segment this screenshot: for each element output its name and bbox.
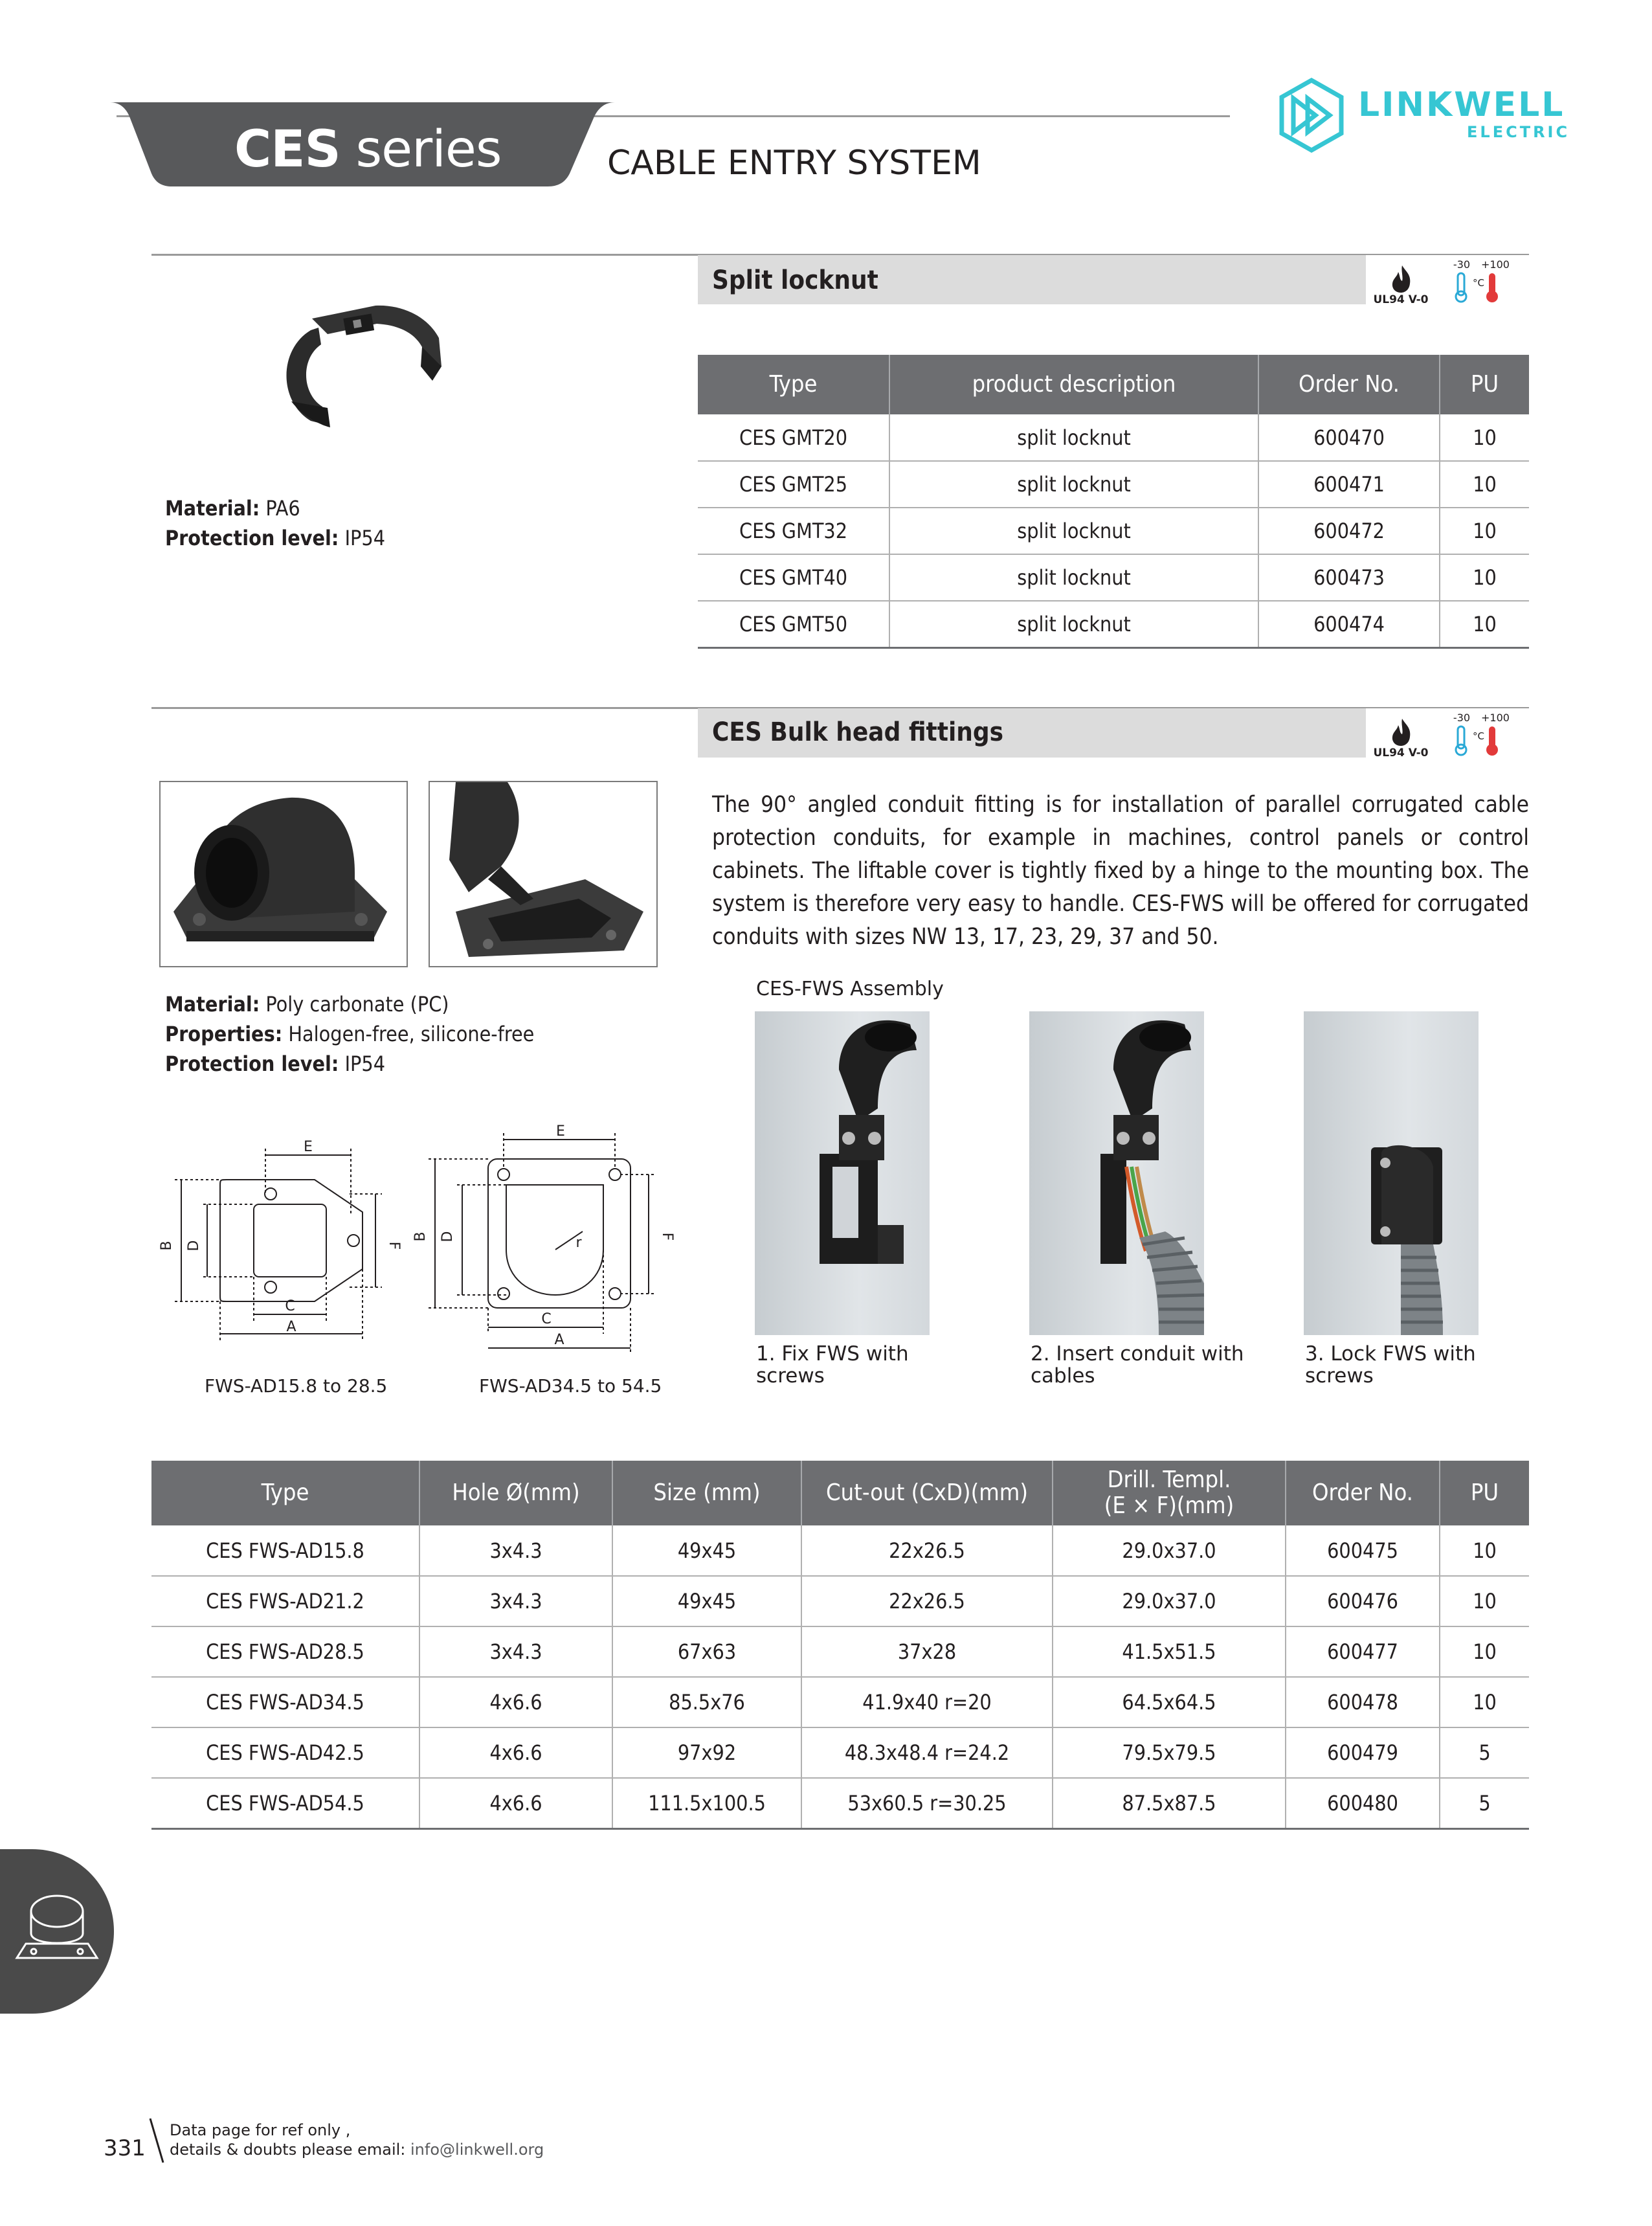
table-cell: 10 bbox=[1440, 461, 1529, 508]
svg-text:A: A bbox=[554, 1332, 564, 1348]
temp-high: +100 bbox=[1481, 712, 1510, 724]
fitting-description: The 90° angled conduit fitting is for installation of parallel corrugated cable protection conduits, for example in machines, control panels or control cabinets. The liftable cover is tightly fixed by a hinge to the mounting box. The system is therefore very easy to handle. CES-FWS will be offered for corrugated conduits with sizes NW 13, 17, 23, 29, 37 and 50. bbox=[712, 792, 1529, 950]
column-header: PU bbox=[1440, 1461, 1529, 1525]
table-cell: 600479 bbox=[1286, 1727, 1440, 1778]
table-cell: 600470 bbox=[1258, 414, 1440, 461]
footer-email[interactable]: info@linkwell.org bbox=[410, 2141, 544, 2159]
category-tab bbox=[0, 1849, 114, 2014]
table-cell: CES FWS-AD54.5 bbox=[151, 1778, 419, 1828]
table-header-row bbox=[698, 355, 1529, 414]
section-title: Split locknut bbox=[712, 265, 878, 295]
table-cell: 10 bbox=[1440, 414, 1529, 461]
table-cell: 49x45 bbox=[612, 1525, 801, 1576]
table-cell: 41.9x40 r=20 bbox=[801, 1677, 1053, 1727]
column-header: product description bbox=[889, 355, 1258, 414]
table-row bbox=[151, 1525, 1529, 1576]
protection-spec: Protection level: IP54 bbox=[165, 1051, 386, 1076]
assembly-step-2-photo bbox=[1029, 1011, 1204, 1335]
table-row bbox=[151, 1626, 1529, 1677]
temp-low: -30 bbox=[1453, 258, 1471, 271]
temp-unit: °C bbox=[1473, 730, 1484, 742]
flame-label: UL94 V-0 bbox=[1373, 293, 1429, 306]
certification-badges bbox=[1366, 255, 1529, 307]
page-subtitle: CABLE ENTRY SYSTEM bbox=[607, 144, 981, 183]
table-cell: 4x6.6 bbox=[419, 1778, 612, 1828]
svg-text:E: E bbox=[304, 1139, 313, 1155]
temp-low: -30 bbox=[1453, 712, 1471, 724]
dimension-drawing-large bbox=[409, 1120, 675, 1360]
assembly-step-3-photo bbox=[1304, 1011, 1479, 1335]
fitting-photo-open bbox=[429, 781, 658, 967]
temp-high: +100 bbox=[1481, 258, 1510, 271]
table-cell: 600475 bbox=[1286, 1525, 1440, 1576]
table-cell: 10 bbox=[1440, 1677, 1529, 1727]
table-cell: 3x4.3 bbox=[419, 1525, 612, 1576]
dimension-drawing-small bbox=[155, 1140, 401, 1347]
table-cell: CES GMT40 bbox=[698, 554, 889, 601]
table-row bbox=[151, 1727, 1529, 1778]
table-cell: 600476 bbox=[1286, 1576, 1440, 1626]
table-cell: 48.3x48.4 r=24.2 bbox=[801, 1727, 1053, 1778]
table-cell: CES FWS-AD21.2 bbox=[151, 1576, 419, 1626]
table-cell: 10 bbox=[1440, 1525, 1529, 1576]
svg-text:B: B bbox=[159, 1241, 175, 1251]
table-cell: 4x6.6 bbox=[419, 1677, 612, 1727]
svg-text:E: E bbox=[556, 1123, 565, 1140]
table-cell: 600474 bbox=[1258, 601, 1440, 647]
table-cell: 10 bbox=[1440, 508, 1529, 554]
flame-label: UL94 V-0 bbox=[1373, 747, 1429, 759]
column-header: Drill. Templ. (E × F)(mm) bbox=[1053, 1461, 1286, 1525]
table-cell: 10 bbox=[1440, 554, 1529, 601]
section-title: CES Bulk head fittings bbox=[712, 717, 1004, 747]
temp-unit: °C bbox=[1473, 277, 1484, 289]
column-header: Order No. bbox=[1258, 355, 1440, 414]
table-cell: 600478 bbox=[1286, 1677, 1440, 1727]
table-row bbox=[698, 414, 1529, 461]
table-row bbox=[698, 601, 1529, 647]
column-header: Type bbox=[698, 355, 889, 414]
table-cell: CES GMT20 bbox=[698, 414, 889, 461]
svg-text:D: D bbox=[440, 1231, 456, 1242]
assembly-title: CES-FWS Assembly bbox=[756, 978, 944, 1000]
column-header: Cut-out (CxD)(mm) bbox=[801, 1461, 1053, 1525]
table-cell: 4x6.6 bbox=[419, 1727, 612, 1778]
table-cell: 29.0x37.0 bbox=[1053, 1576, 1286, 1626]
drawing-caption: FWS-AD34.5 to 54.5 bbox=[479, 1375, 662, 1397]
table-cell: CES FWS-AD15.8 bbox=[151, 1525, 419, 1576]
assembly-step-2-label: 2. Insert conduit with cables bbox=[1031, 1342, 1244, 1388]
table-row bbox=[151, 1576, 1529, 1626]
column-header: Order No. bbox=[1286, 1461, 1440, 1525]
footer-contact: details & doubts please email: info@linkwell.org bbox=[170, 2141, 544, 2159]
fitting-photo-closed bbox=[159, 781, 408, 967]
column-header: Size (mm) bbox=[612, 1461, 801, 1525]
table-cell: 37x28 bbox=[801, 1626, 1053, 1677]
split-locknut-photo bbox=[272, 304, 453, 434]
svg-text:C: C bbox=[541, 1311, 552, 1327]
table-row bbox=[698, 554, 1529, 601]
table-cell: CES GMT50 bbox=[698, 601, 889, 647]
locknut-table bbox=[698, 355, 1529, 649]
table-cell: 97x92 bbox=[612, 1727, 801, 1778]
table-cell: CES FWS-AD28.5 bbox=[151, 1626, 419, 1677]
table-cell: 22x26.5 bbox=[801, 1525, 1053, 1576]
table-header-row bbox=[151, 1461, 1529, 1525]
table-cell: 10 bbox=[1440, 1576, 1529, 1626]
table-cell: 5 bbox=[1440, 1778, 1529, 1828]
svg-text:C: C bbox=[285, 1298, 295, 1314]
svg-text:F: F bbox=[659, 1232, 675, 1241]
table-cell: CES GMT25 bbox=[698, 461, 889, 508]
table-cell: 67x63 bbox=[612, 1626, 801, 1677]
column-header: Type bbox=[151, 1461, 419, 1525]
table-cell: CES GMT32 bbox=[698, 508, 889, 554]
table-cell: 79.5x79.5 bbox=[1053, 1727, 1286, 1778]
table-row bbox=[698, 508, 1529, 554]
table-cell: 41.5x51.5 bbox=[1053, 1626, 1286, 1677]
footer-note: Data page for ref only , bbox=[170, 2121, 351, 2139]
svg-text:r: r bbox=[575, 1235, 582, 1251]
material-spec: Material: Poly carbonate (PC) bbox=[165, 992, 449, 1017]
assembly-step-1-photo bbox=[755, 1011, 930, 1335]
svg-text:F: F bbox=[386, 1241, 402, 1250]
table-cell: 600473 bbox=[1258, 554, 1440, 601]
table-cell: split locknut bbox=[889, 508, 1258, 554]
table-cell: 600480 bbox=[1286, 1778, 1440, 1828]
table-row bbox=[151, 1778, 1529, 1828]
linkwell-logo-icon bbox=[1274, 78, 1349, 153]
table-cell: 3x4.3 bbox=[419, 1626, 612, 1677]
table-cell: 29.0x37.0 bbox=[1053, 1525, 1286, 1576]
table-cell: 600477 bbox=[1286, 1626, 1440, 1677]
drawing-caption: FWS-AD15.8 to 28.5 bbox=[205, 1375, 388, 1397]
table-cell: split locknut bbox=[889, 601, 1258, 647]
table-cell: 600472 bbox=[1258, 508, 1440, 554]
svg-text:B: B bbox=[412, 1231, 429, 1242]
assembly-step-1-label: 1. Fix FWS with screws bbox=[756, 1342, 909, 1388]
table-cell: 3x4.3 bbox=[419, 1576, 612, 1626]
properties-spec: Properties: Halogen-free, silicone-free bbox=[165, 1022, 535, 1046]
column-header: Hole Ø(mm) bbox=[419, 1461, 612, 1525]
footer-slash bbox=[148, 2117, 166, 2164]
fws-table bbox=[151, 1461, 1529, 1830]
table-cell: 10 bbox=[1440, 601, 1529, 647]
svg-text:D: D bbox=[186, 1240, 202, 1252]
table-row bbox=[151, 1677, 1529, 1727]
series-title: CES series bbox=[234, 120, 502, 179]
table-cell: CES FWS-AD42.5 bbox=[151, 1727, 419, 1778]
table-cell: split locknut bbox=[889, 414, 1258, 461]
logo-name: LINKWELL bbox=[1358, 85, 1565, 124]
column-header: PU bbox=[1440, 355, 1529, 414]
table-cell: CES FWS-AD34.5 bbox=[151, 1677, 419, 1727]
table-cell: 22x26.5 bbox=[801, 1576, 1053, 1626]
table-cell: 53x60.5 r=30.25 bbox=[801, 1778, 1053, 1828]
table-cell: split locknut bbox=[889, 554, 1258, 601]
logo-subtitle: ELECTRIC bbox=[1467, 123, 1570, 141]
table-cell: 5 bbox=[1440, 1727, 1529, 1778]
svg-text:A: A bbox=[286, 1319, 296, 1335]
table-row bbox=[698, 461, 1529, 508]
table-cell: 85.5x76 bbox=[612, 1677, 801, 1727]
page-number: 331 bbox=[104, 2135, 146, 2161]
table-cell: 49x45 bbox=[612, 1576, 801, 1626]
protection-spec: Protection level: IP54 bbox=[165, 526, 386, 550]
table-cell: 64.5x64.5 bbox=[1053, 1677, 1286, 1727]
material-spec: Material: PA6 bbox=[165, 496, 300, 521]
table-cell: 111.5x100.5 bbox=[612, 1778, 801, 1828]
certification-badges bbox=[1366, 708, 1529, 760]
table-cell: 600471 bbox=[1258, 461, 1440, 508]
assembly-step-3-label: 3. Lock FWS with screws bbox=[1305, 1342, 1476, 1388]
table-cell: 10 bbox=[1440, 1626, 1529, 1677]
table-cell: 87.5x87.5 bbox=[1053, 1778, 1286, 1828]
table-cell: split locknut bbox=[889, 461, 1258, 508]
